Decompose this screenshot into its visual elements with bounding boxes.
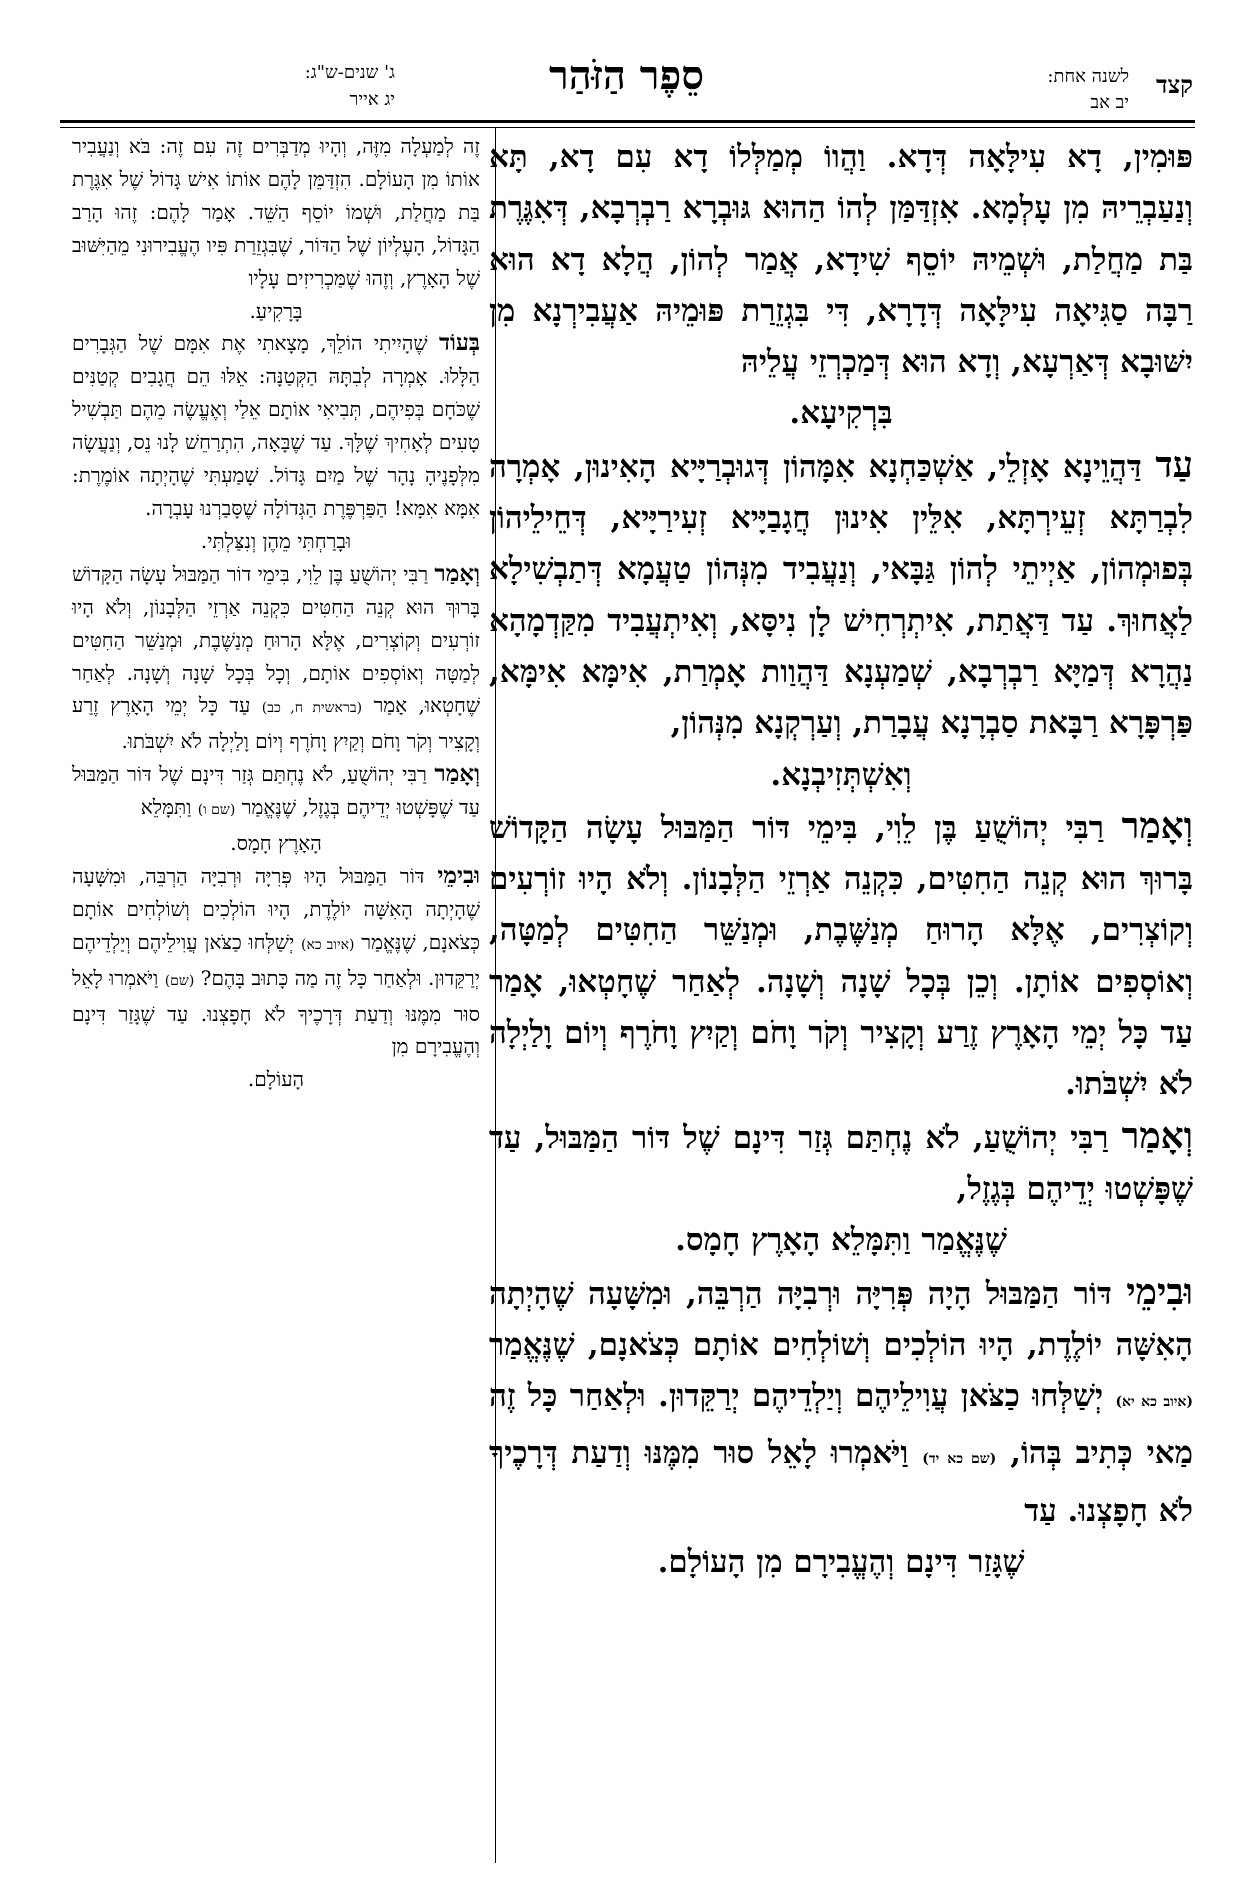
- side-p5-tail: הָעוֹלָם.: [247, 1067, 305, 1092]
- schedule-three-years-date: יג אייר: [349, 89, 395, 110]
- main-p3-opening-word: וְאָמַר: [1121, 804, 1193, 847]
- side-paragraph-4: [72, 758, 480, 827]
- side-p3-citation: (בראשית ח, כב): [261, 700, 363, 717]
- side-p5-citation-2: (שם): [164, 972, 195, 989]
- main-p2-tail: וְאִשְׁתְּזִיבְנָא.: [770, 756, 912, 793]
- main-p5-text-2: יְשַׁלְּחוּ כַצֹּאן עֲוִילֵיהֶם וְיַלְדֵיהֶם יְרַקֵּדוּן. וּלְאַחַר כָּל זֶה מַאי כְּתִיב בְּהוֹ,: [489, 1378, 1193, 1472]
- side-paragraph-1: [72, 130, 480, 295]
- side-p2-opening-word: בְּעוֹד: [438, 329, 480, 357]
- side-p1-tail: בָּרָקִיעַ.: [249, 298, 303, 323]
- side-p5-text-2: יְשַׁלְּחוּ כַצֹּאן עֲוִילֵיהֶם וְיַלְדֵיהֶם יְרַקֵּדוּן. וּלְאַחַר כָּל זֶה מַה כָּתוּב בָּהֶם?: [72, 929, 480, 990]
- main-paragraph-4: [489, 1111, 1193, 1216]
- side-p4-citation: (שם ו): [197, 802, 236, 819]
- main-p4-text: רַבִּי יְהוֹשֻׁעַ, לֹא נֶחְתַּם גְּזַר דִּינָם שֶׁל דּוֹר הַמַּבּוּל, עַד שֶׁפָּשְׁטוּ יְדֵיהֶם בְּגֶזֶל,: [489, 1119, 1193, 1207]
- schedule-three-years: ג' שנים-ש"ג:: [304, 62, 395, 83]
- main-paragraph-3: [489, 801, 1193, 1111]
- side-paragraph-5: [72, 860, 480, 1063]
- side-p1-text: זֶה לְמַעְלָה מִזֶּה, וְהָיוּ מְדַבְּרִים זֶה עִם זֶה: בֹּא וְנַעֲבִיר אוֹתוֹ מִן הָעוֹלָם. הִזְדַּמֵּן לָהֶם אוֹתוֹ אִישׁ גָּדוֹל שֶׁל אִגֶּרֶת בַּת מַחֲלַת, וּשְׁמוֹ יוֹסֵף הַשֵּׁד. אָמַר לָהֶם: זֶהוּ הָרַב הַגָּדוֹל, הָעֶלְיוֹן שֶׁל הַדּוֹר, שֶׁבִּגְזֵרַת פִּיו הֶעֱבִירוּנִי מֵהַיִּשּׁוּב שֶׁל הָאָרֶץ, וְזֶהוּ שֶׁמַּכְרִיזִים עָלָיו: [72, 134, 480, 290]
- main-p5-text-3: וַיֹּאמְרוּ לָאֵל סוּר מִמֶּנּוּ וְדַעַת דְּרָכֶיךָ לֹא חָפָצְנוּ. עַד: [489, 1435, 1193, 1529]
- page-number: קצד: [1156, 70, 1193, 99]
- side-p5-text-3: וַיֹּאמְרוּ לָאֵל סוּר מִמֶּנּוּ וְדַעַת דְּרָכֶיךָ לֹא חָפָצְנוּ. עַד שֶׁגָּזַר דִּינָם וְהֶעֱבִירָם מִן: [72, 965, 480, 1059]
- main-p2-opening-word: עַד: [1155, 443, 1194, 486]
- side-p2-text: שֶׁהָיִיתִי הוֹלֵךְ, מָצָאתִי אֶת אִמָּם שֶׁל הַגְּבָרִים הַלָּלוּ. אָמְרָה לְבִתָּהּ הַקְּטַנָּה: אֵלּוּ הֵם חֲגָבִים קְטַנִּים שֶׁכֹּחָם בְּפִיהֶם, תְּבִיאִי אוֹתָם אֵלַי וְאֶעֱשֶׂה מֵהֶם תַּבְשִׁיל טָעִים לְאָחִיךְ שֶׁלָּךְ. עַד שֶׁבָּאָה, הִתְרַחֵשׁ לָנוּ נֵס, וְנַעֲשָׂה מִלְּפָנֶיהָ נָהָר שֶׁל מַיִם גָּדוֹל. שָׁמַעְתִּי שֶׁהָיְתָה אוֹמֶרֶת: אִמָּא אִמָּא! הַפַּרְפֶּרֶת הַגְּדוֹלָה שֶׁסָּבַרְנוּ עָבְרָה.: [72, 331, 480, 520]
- main-p5-citation-2: (שם כא יד): [922, 1451, 997, 1468]
- side-p4-text: רַבִּי יְהוֹשֻׁעַ, לֹא נֶחְתַּם גְּזַר דִּינָם שֶׁל דּוֹר הַמַּבּוּל עַד שֶׁפָּשְׁטוּ יְדֵיהֶם בְּגֶזֶל, שֶׁנֶּאֱמַר: [72, 762, 480, 820]
- main-p4-tail: שֶׁנֶּאֱמַר וַתִּמָּלֵא הָאָרֶץ חָמָס.: [675, 1222, 1007, 1259]
- aramaic-column: [489, 132, 1193, 1588]
- side-p5-citation-1: (איוב כא): [301, 936, 355, 953]
- side-p4-tail: הָאָרֶץ חָמָס.: [230, 831, 322, 856]
- main-p1-text: פּוּמִין, דָא עִילָּאָה דְּדָא. וַהֲווֹ מְמַלְּלוֹ דָא עִם דָא, תָּא וְנַעַבְרֵיהּ מִן עָלְמָא. אִזְדַּמַּן לְהוֹ הַהוּא גּוּבְרָא רַבְרְבָא, דְּאִגֶּרֶת בַּת מַחֲלַת, וּשְׁמֵיהּ יוֹסֵף שִׁידָא, אֲמַר לְהוֹן, הֲלָא דָא הוּא רַבָּה סַגִּיאָה עִילָּאָה דְּדָרָא, דִּי בִּגְזֵרַת פּוּמֵיהּ אַעֲבִירְנָא מִן יִשּׁוּבָא דְּאַרְעָא, וְדָא הוּא דְּמַכְרְזֵי עֲלֵיהּ: [489, 139, 1193, 381]
- header-rule-thick: [60, 120, 1195, 123]
- main-paragraph-2: [489, 440, 1193, 750]
- side-paragraph-2: [72, 327, 480, 524]
- schedule-one-year-date: יב אב: [1090, 92, 1129, 113]
- side-p3-text: רַבִּי יְהוֹשֻׁעַ בֶּן לֵוִי, בִּימֵי דוֹר הַמַּבּוּל עָשָׂה הַקָּדוֹשׁ בָּרוּךְ הוּא קְנֵה הַחִטִּים כִּקְנֵה אַרְזֵי הַלְּבָנוֹן, וְלֹא הָיוּ זוֹרְעִים וְקוֹצְרִים, אֶלָּא הָרוּחַ מְנַשֶּׁבֶת, וּמְנַשֵּׁר הַחִטִּים לְמַטָּה וְאוֹסְפִים אוֹתָם, וְכָל בְּכָל שָׁנָה וְשָׁנָה. לְאַחַר שֶׁחָטְאוּ, אָמַר: [72, 561, 481, 718]
- header-rule-thin: [60, 127, 1195, 128]
- side-paragraph-3: [72, 558, 480, 758]
- hebrew-translation-column: [72, 130, 480, 1096]
- main-p5-text: דּוֹר הַמַּבּוּל הָיָה פְּרִיָּה וּרְבִיָּה הַרְבֵּה, וּמִשָּׁעָה שֶׁהָיְתָה הָאִשָּׁה יוֹלֶדֶת, הָיוּ הוֹלְכִים וְשׁוֹלְחִים אוֹתָם כְּצֹאנָם, שֶׁנֶּאֱמַר: [489, 1275, 1193, 1363]
- main-paragraph-5: [489, 1267, 1193, 1537]
- main-p3-text: רַבִּי יְהוֹשֻׁעַ בֶּן לֵוִי, בִּימֵי דּוֹר הַמַּבּוּל עָשָׂה הַקָּדוֹשׁ בָּרוּךְ הוּא קְנֵה הַחִטִּים, כִּקְנֵה אַרְזֵי הַלְּבָנוֹן. וְלֹא הָיוּ זוֹרְעִים וְקוֹצְרִים, אֶלָּא הָרוּחַ מְנַשֶּׁבֶת, וּמְנַשֵּׁר הַחִטִּים לְמַטָּה, וְאוֹסְפִים אוֹתָן. וְכֵן בְּכָל שָׁנָה וְשָׁנָה. לְאַחַר שֶׁחָטְאוּ, אָמַר עַד כָּל יְמֵי הָאָרֶץ זֶרַע וְקָצִיר וְקֹר וָחֹם וְקַיִץ וָחֹרֶף וְיוֹם וָלַיְלָה לֹא יִשְׁבֹּתוּ.: [489, 809, 1193, 1103]
- side-p3-opening-word: וְאָמַר: [434, 559, 480, 587]
- side-p3-text-2: עַד כָּל יְמֵי הָאָרֶץ זֶרַע וְקָצִיר וְקֹר וָחֹם וְקַיִץ וָחֹרֶף וְיוֹם וָלַיְלָה לֹא יִשְׁבֹּתוּ.: [72, 693, 480, 754]
- main-p5-opening-word: וּבִימֵי: [1126, 1270, 1194, 1313]
- schedule-one-year: לשנה אחת:: [1047, 66, 1129, 87]
- side-p2-tail: וּבָרַחְתִּי מֵהֶן וְנִצַּלְתִּי.: [200, 528, 352, 553]
- main-p4-opening-word: וְאָמַר: [1121, 1114, 1193, 1157]
- side-p4-text-2: וַתִּמָּלֵא: [140, 795, 192, 820]
- book-title: סֵפֶר הַזֹּהַר: [549, 52, 704, 99]
- side-p5-opening-word: וּבִימֵי: [437, 861, 481, 889]
- side-p5-text: דּוֹר הַמַּבּוּל הָיוּ פְּרִיָּה וּרְבִיָּה הַרְבֵּה, וּמִשָּׁעָה שֶׁהָיְתָה הָאִשָּׁה יוֹלֶדֶת, הָיוּ הוֹלְכִים וְשׁוֹלְחִים אוֹתָם כְּצֹאנָם, שֶׁנֶּאֱמַר: [72, 863, 481, 954]
- side-p4-opening-word: וְאָמַר: [434, 760, 481, 788]
- main-p5-citation-1: (איוב כא יא): [1115, 1394, 1193, 1411]
- main-paragraph-1: [489, 132, 1193, 388]
- header-left: [135, 62, 395, 110]
- main-p5-tail: שֶׁגָּזַר דִּינָם וְהֶעֱבִירָם מִן הָעוֹלָם.: [657, 1544, 1025, 1581]
- main-p1-tail: בִּרְקִיעָא.: [789, 395, 893, 432]
- header-right: [933, 62, 1193, 122]
- main-p2-text: דַּהֲוֵינָא אָזְלֵי, אַשְׁכַּחְנָא אִמָּהוֹן דְּגוּבְרַיָּיא הָאִינוּן, אָמְרָה לִבְרַתָּא זְעֵירְתָּא, אִלֵּין אִינוּן חֲגָבַיָּיא זְעִירַיָּיא, דְּחֵילֵיהוֹן בְּפוּמְהוֹן, אַיְיתֵי לְהוֹן גַּבָּאי, וְנַעֲבִיד מִנְּהוֹן טַעֲמָא דְּתַבְשִׁילָא לַאֲחוּךְ. עַד דַּאֲתַת, אִיתְרְחִישׁ לָן נִיסָּא, וְאִיתְעֲבִיד מִקַּדְמָהָא נַהֲרָא דְּמַיָּא רַבְרְבָא, שְׁמַעְנָא דַּהֲוַות אָמְרַת, אִימָּא אִימָּא, פַּרְפָּרָא רַבָּאת סַבְרָנָא עֲבָרַת, וְעַרְקְנָא מִנְּהוֹן,: [489, 448, 1193, 742]
